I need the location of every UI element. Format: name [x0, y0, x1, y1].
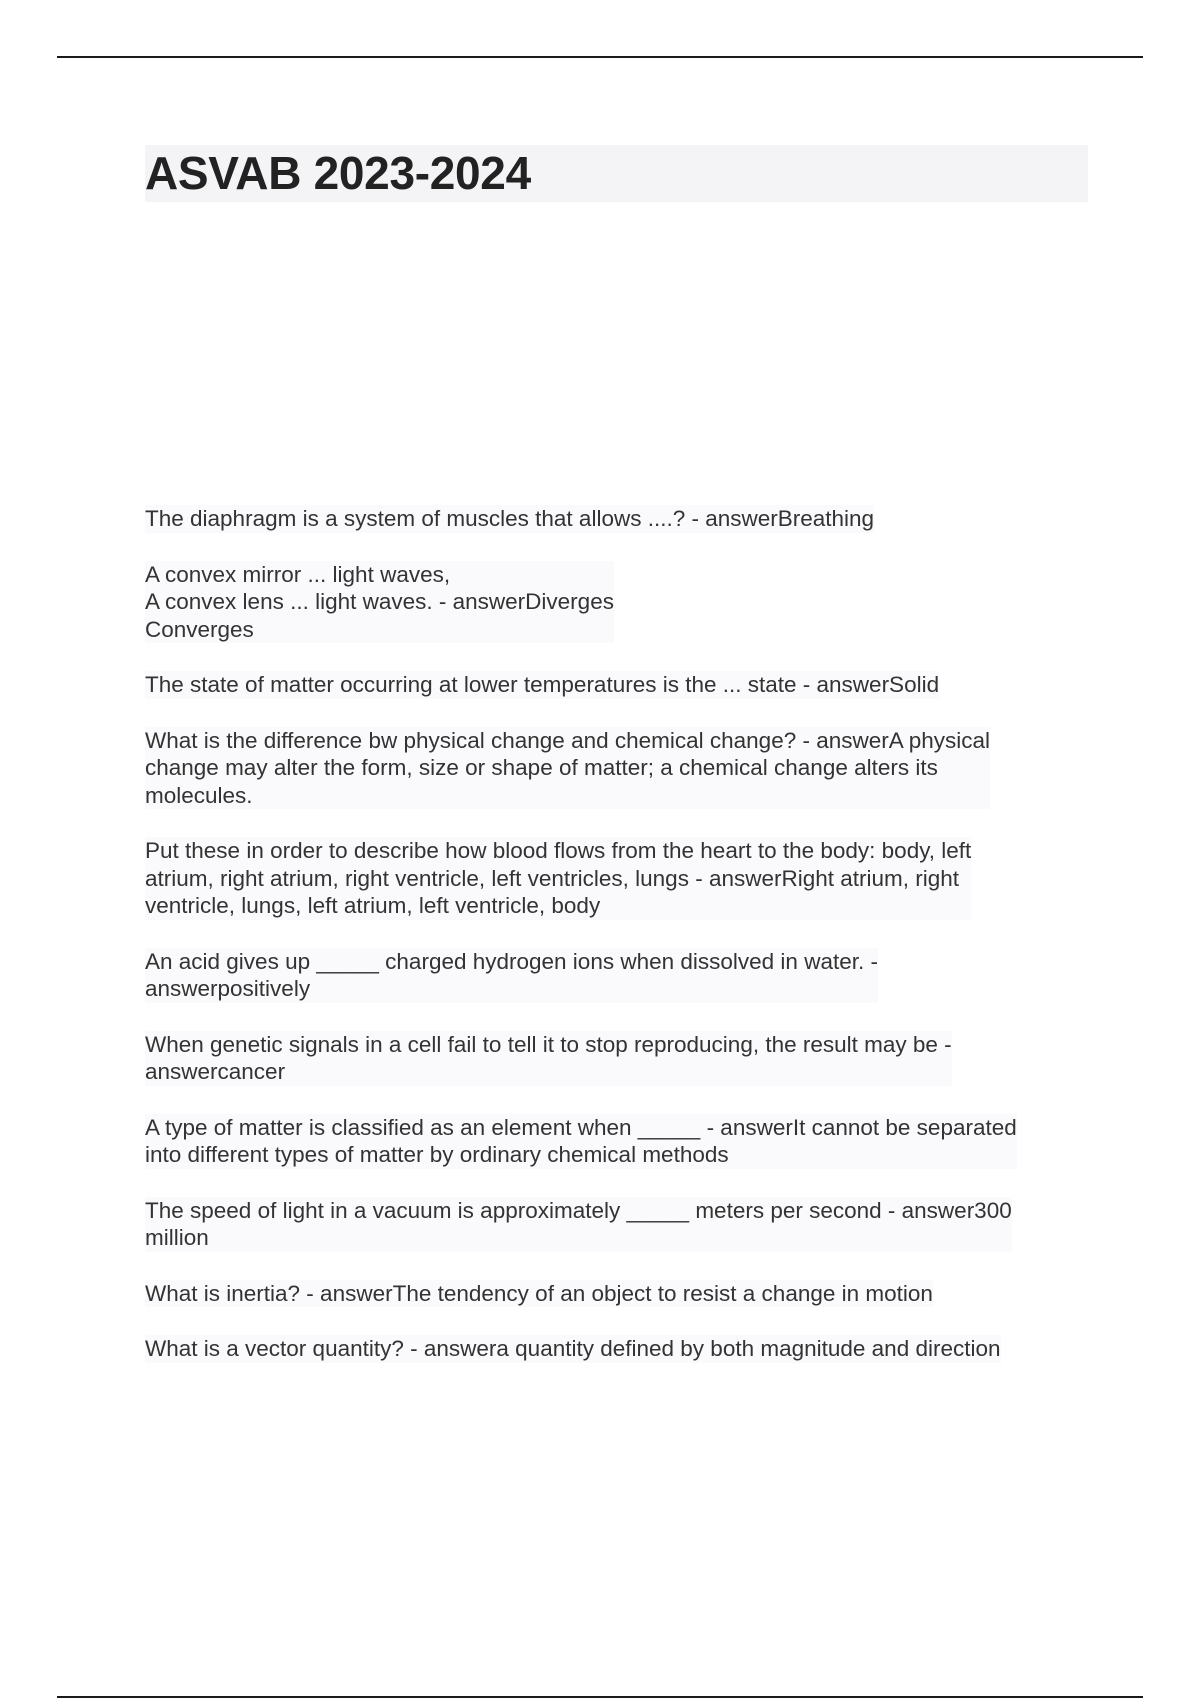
qa-list — [145, 505, 1090, 1391]
bottom-rule — [57, 1696, 1143, 1698]
title-block — [145, 145, 1088, 202]
qa-item: A type of matter is classified as an element when _____ - answerIt cannot be separated into different types of matter by ordinary chemical methods — [145, 1114, 1017, 1167]
page-title: ASVAB 2023-2024 — [145, 147, 531, 199]
qa-item: The diaphragm is a system of muscles that allows ....? - answerBreathing — [145, 506, 875, 531]
qa-item: The state of matter occurring at lower temperatures is the ... state - answerSolid — [145, 672, 940, 697]
qa-item: A convex mirror ... light waves, A convex lens ... light waves. - answerDiverges Converges — [145, 561, 614, 642]
qa-item: When genetic signals in a cell fail to tell it to stop reproducing, the result may be - answercancer — [145, 1031, 952, 1084]
qa-item: What is inertia? - answerThe tendency of an object to resist a change in motion — [145, 1280, 933, 1306]
top-rule — [57, 56, 1143, 58]
qa-item: An acid gives up _____ charged hydrogen ions when dissolved in water. - answerpositively — [145, 948, 878, 1001]
qa-item: Put these in order to describe how blood flows from the heart to the body: body, left atrium, right atrium, right ventricle, left ventricles, lungs - answerRight atrium, right ventricle, lungs, left atrium, left ventricle, body — [145, 838, 972, 918]
qa-item: What is the difference bw physical change and chemical change? - answerA physical change may alter the form, size or shape of matter; a chemical change alters its molecules. — [145, 727, 991, 808]
qa-item: What is a vector quantity? - answera quantity defined by both magnitude and direction — [145, 1336, 1001, 1361]
qa-item: The speed of light in a vacuum is approximately _____ meters per second - answer300 million — [145, 1197, 1012, 1250]
